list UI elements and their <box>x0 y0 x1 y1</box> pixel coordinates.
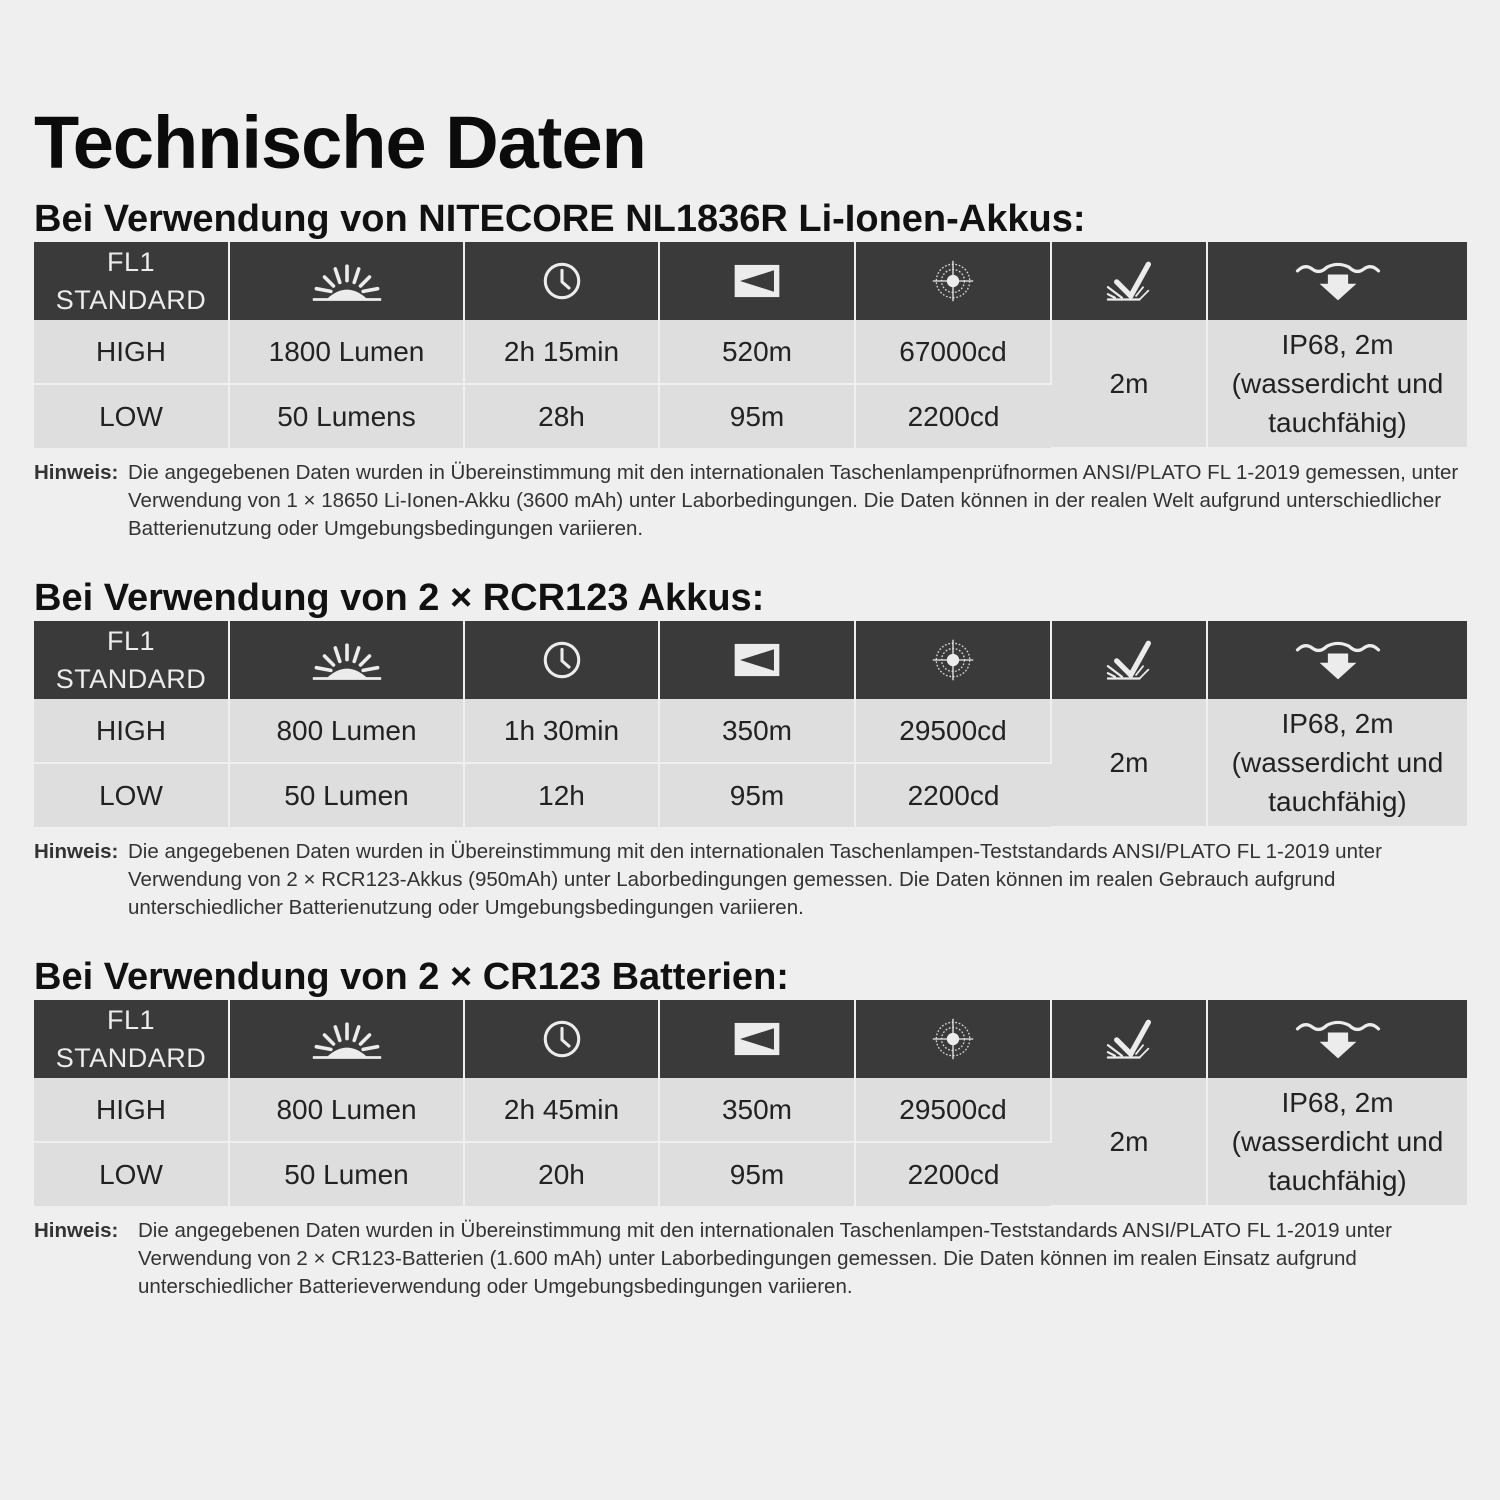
output-cell: 800 Lumen <box>229 1078 464 1142</box>
waterproof-icon <box>1293 637 1383 683</box>
output-header <box>229 242 464 320</box>
runtime-cell: 1h 30min <box>464 699 659 763</box>
spec-table <box>34 1000 1467 1207</box>
spec-section-rcr123 <box>34 575 1467 922</box>
section-title: Bei Verwendung von 2 × CR123 Batterien: <box>34 956 789 998</box>
ip-line-3: tauchfähig) <box>1268 1165 1407 1196</box>
waterproof-cell <box>1207 320 1467 448</box>
ip-line-2: (wasserdicht und <box>1231 1126 1444 1157</box>
page-title: Technische Daten <box>34 101 646 184</box>
impact-resistance-icon <box>1104 259 1154 303</box>
clock-icon <box>540 1017 584 1061</box>
impact-header <box>1051 621 1207 699</box>
intensity-header <box>855 242 1051 320</box>
note-text: Die angegebenen Daten wurden in Übereinstimmung mit den internationalen Taschenlampen-Teststandards ANSI/PLATO FL 1-2019 unter Verwendung von 2 × CR123-Batterien (1.600 mAh) unter Laborbedingungen gemessen. Die Daten können im realen Einsatz aufgrund unterschiedlicher Batterieverwendung oder Umgebungsbedingungen variieren. <box>138 1219 1392 1298</box>
mode-cell: HIGH <box>34 1078 229 1142</box>
runtime-header <box>464 621 659 699</box>
spec-section-nl1836r <box>34 196 1467 543</box>
note-text: Die angegebenen Daten wurden in Übereinstimmung mit den internationalen Taschenlampenprüfnormen ANSI/PLATO FL 1-2019 gemessen, unter Verwendung von 1 × 18650 Li-Ionen-Akku (3600 mAh) unter Laborbedingungen. Die Daten können in der realen Welt aufgrund unterschiedlicher Batterienutzung oder Umgebungsbedingungen variieren. <box>128 461 1459 540</box>
distance-cell: 95m <box>659 1142 855 1206</box>
table-header-row <box>34 242 1467 320</box>
runtime-header <box>464 242 659 320</box>
intensity-cell: 2200cd <box>855 384 1051 448</box>
section-title: Bei Verwendung von 2 × RCR123 Akkus: <box>34 577 765 619</box>
beam-distance-icon <box>732 1019 782 1059</box>
brightness-icon <box>311 1017 383 1062</box>
output-cell: 50 Lumen <box>229 763 464 827</box>
beam-distance-icon <box>732 640 782 680</box>
mode-cell: HIGH <box>34 699 229 763</box>
table-header-row <box>34 1000 1467 1078</box>
table-row <box>34 1078 1467 1142</box>
ip-line-1: IP68, 2m <box>1281 1087 1394 1118</box>
note <box>34 838 1467 922</box>
section-title: Bei Verwendung von NITECORE NL1836R Li-Ionen-Akkus: <box>34 198 1086 240</box>
impact-cell: 2m <box>1051 320 1207 448</box>
note-label: Hinweis: <box>34 840 119 863</box>
output-cell: 50 Lumens <box>229 384 464 448</box>
table-row <box>34 320 1467 384</box>
intensity-header <box>855 621 1051 699</box>
ip-line-1: IP68, 2m <box>1281 329 1394 360</box>
mode-cell: HIGH <box>34 320 229 384</box>
mode-cell: LOW <box>34 763 229 827</box>
impact-cell: 2m <box>1051 699 1207 827</box>
impact-cell: 2m <box>1051 1078 1207 1206</box>
table-header-row <box>34 621 1467 699</box>
spec-table <box>34 242 1467 449</box>
clock-icon <box>540 638 584 682</box>
waterproof-header <box>1207 242 1467 320</box>
runtime-cell: 2h 15min <box>464 320 659 384</box>
waterproof-cell <box>1207 699 1467 827</box>
impact-header <box>1051 1000 1207 1078</box>
note <box>34 1217 1467 1301</box>
output-header <box>229 621 464 699</box>
intensity-header <box>855 1000 1051 1078</box>
target-icon <box>931 1017 975 1061</box>
intensity-cell: 29500cd <box>855 1078 1051 1142</box>
distance-cell: 350m <box>659 1078 855 1142</box>
output-cell: 50 Lumen <box>229 1142 464 1206</box>
output-cell: 800 Lumen <box>229 699 464 763</box>
intensity-cell: 2200cd <box>855 763 1051 827</box>
runtime-cell: 28h <box>464 384 659 448</box>
clock-icon <box>540 259 584 303</box>
standard-line-2: STANDARD <box>55 285 207 315</box>
waterproof-icon <box>1293 258 1383 304</box>
waterproof-header <box>1207 621 1467 699</box>
intensity-cell: 67000cd <box>855 320 1051 384</box>
waterproof-cell <box>1207 1078 1467 1206</box>
intensity-cell: 2200cd <box>855 1142 1051 1206</box>
runtime-cell: 12h <box>464 763 659 827</box>
ip-line-2: (wasserdicht und <box>1231 747 1444 778</box>
spec-table <box>34 621 1467 828</box>
impact-resistance-icon <box>1104 638 1154 682</box>
intensity-cell: 29500cd <box>855 699 1051 763</box>
output-cell: 1800 Lumen <box>229 320 464 384</box>
standard-header <box>34 1000 229 1078</box>
distance-cell: 520m <box>659 320 855 384</box>
distance-header <box>659 242 855 320</box>
impact-resistance-icon <box>1104 1017 1154 1061</box>
standard-line-1: FL1 <box>106 1005 156 1035</box>
note-label: Hinweis: <box>34 461 119 484</box>
note-label: Hinweis: <box>34 1219 119 1242</box>
waterproof-icon <box>1293 1016 1383 1062</box>
note-text: Die angegebenen Daten wurden in Übereinstimmung mit den internationalen Taschenlampen-Teststandards ANSI/PLATO FL 1-2019 unter Verwendung von 2 × RCR123-Akkus (950mAh) unter Laborbedingungen gemessen. Die Daten können im realen Gebrauch aufgrund unterschiedlicher Batterienutzung oder Umgebungsbedingungen variieren. <box>128 840 1382 919</box>
distance-cell: 95m <box>659 384 855 448</box>
target-icon <box>931 259 975 303</box>
impact-header <box>1051 242 1207 320</box>
standard-header <box>34 242 229 320</box>
distance-cell: 350m <box>659 699 855 763</box>
distance-cell: 95m <box>659 763 855 827</box>
beam-distance-icon <box>732 261 782 301</box>
runtime-cell: 20h <box>464 1142 659 1206</box>
table-row <box>34 699 1467 763</box>
waterproof-header <box>1207 1000 1467 1078</box>
runtime-cell: 2h 45min <box>464 1078 659 1142</box>
ip-line-3: tauchfähig) <box>1268 407 1407 438</box>
mode-cell: LOW <box>34 1142 229 1206</box>
standard-line-1: FL1 <box>106 247 156 277</box>
runtime-header <box>464 1000 659 1078</box>
mode-cell: LOW <box>34 384 229 448</box>
standard-line-2: STANDARD <box>55 1043 207 1073</box>
spec-section-cr123 <box>34 954 1467 1301</box>
distance-header <box>659 621 855 699</box>
ip-line-2: (wasserdicht und <box>1231 368 1444 399</box>
note <box>34 459 1467 543</box>
standard-line-1: FL1 <box>106 626 156 656</box>
ip-line-3: tauchfähig) <box>1268 786 1407 817</box>
ip-line-1: IP68, 2m <box>1281 708 1394 739</box>
brightness-icon <box>311 638 383 683</box>
standard-line-2: STANDARD <box>55 664 207 694</box>
output-header <box>229 1000 464 1078</box>
standard-header <box>34 621 229 699</box>
target-icon <box>931 638 975 682</box>
brightness-icon <box>311 259 383 304</box>
distance-header <box>659 1000 855 1078</box>
